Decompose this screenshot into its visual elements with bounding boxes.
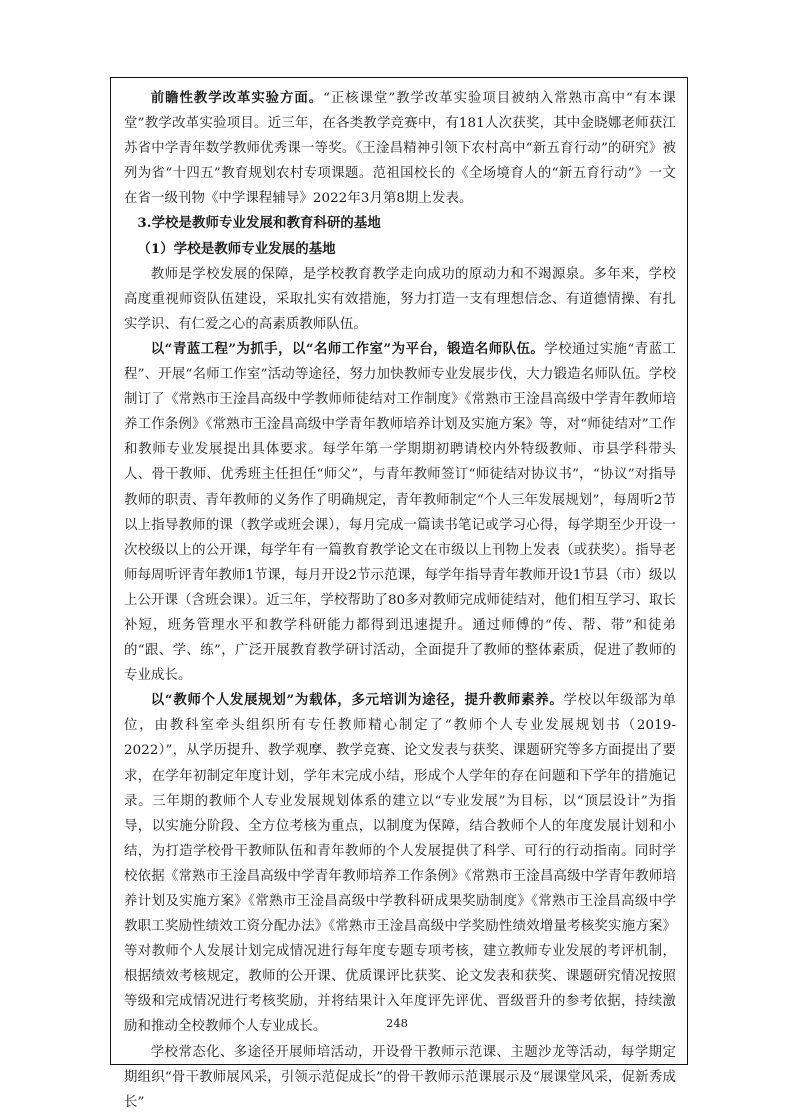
- page-number: 248: [386, 1016, 408, 1030]
- paragraph-reform-experiment: [124, 86, 676, 211]
- paragraph-text: 学校通过实施“青蓝工程”、开展“名师工作室”活动等途径，努力加快教师专业发展步伐，大力锻造名师队伍。学校制订了《常熟市王淦昌高级中学教师师徒结对工作制度》《常熟市王淦昌高级中学青年教师培养工作条例》《常熟市王淦昌高级中学青年教师培养计划及实施方案》等，对“师徒结对”工作和教师专业发展提出具体要求。每学年第一学期期初聘请校内外特级教师、市县学科带头人、骨干教师、优秀班主任担任“师父”，与青年教师签订“师徒结对协议书”，“协议”对指导教师的职责、青年教师的义务作了明确规定，青年教师制定“个人三年发展规划”，每周听2节以上指导教师的课（教学或班会课），每月完成一篇读书笔记或学习心得，每学期至少开设一次校级以上的公开课，每学年有一篇教育教学论文在市级以上刊物上发表（或获奖）。指导老师每周听评青年教师1节课，每月开设2节示范课，每学年指导青年教师开设1节县（市）级以上公开课（含班会课）。近三年，学校帮助了80多对教师完成师徒结对，他们相互学习、取长补短，班务管理水平和教学科研能力都得到迅速提升。通过师傅的“传、帮、带”和徒弟的“跟、学、练”，广泛开展教育教学研讨活动，全面提升了教师的整体素质，促进了教师的专业成长。: [124, 341, 676, 684]
- paragraph-text: 学校以年级部为单位，由教科室牵头组织所有专任教师精心制定了“教师个人专业发展规划书（2019-2022）”，从学历提升、教学观摩、教学竞赛、论文发表与获奖、课题研究等多方面提出了要求，在学年初制定年度计划，学年末完成小结，形成个人学年的存在问题和下学年的措施记录。三年期的教师个人专业发展规划体系的建立以“专业发展”为目标，以“顶层设计”为指导，以实施分阶段、全方位考核为重点，以制度为保障，结合教师个人的年度发展计划和小结，为打造学校骨干教师队伍和青年教师的个人发展提供了科学、可行的行动指南。同时学校依据《常熟市王淦昌高级中学青年教师培养工作条例》《常熟市王淦昌高级中学青年教师培养计划及实施方案》《常熟市王淦昌高级中学教科研成果奖励制度》《常熟市王淦昌高级中学教职工奖励性绩效工资分配办法》《常熟市王淦昌高级中学奖励性绩效增量考核奖实施方案》等对教师个人发展计划完成情况进行每年度专题专项考核，建立教师专业发展的考评机制，根据绩效考核规定，教师的公开课、优质课评比获奖、论文发表和获奖、课题研究情况按照等级和完成情况进行考核奖励，并将结果计入年度评先评优、晋级晋升的参考依据，持续激励和推动全校教师个人专业成长。: [124, 693, 676, 1035]
- subsection-heading-1: （1）学校是教师专业发展的基地: [137, 240, 336, 257]
- paragraph-text: 学校常态化、多途径开展师培活动，开设骨干教师示范课、主题沙龙等活动，每学期定期组织“骨干教师展风采，引领示范促成长”的骨干教师示范课展示及“展课堂风采，促新秀成长”: [124, 1044, 676, 1110]
- paragraph-training-activities: [124, 1040, 676, 1115]
- section-heading-3: 3.学校是教师专业发展和教育科研的基地: [137, 215, 381, 232]
- document-body: [124, 86, 676, 1115]
- paragraph-qinglan-project: [124, 337, 676, 688]
- paragraph-lead: 以“青蓝工程”为抓手，以“名师工作室”为平台，锻造名师队伍。: [150, 340, 545, 357]
- paragraph-personal-plan: [124, 688, 676, 1039]
- paragraph-lead: 前瞻性教学改革实验方面。: [150, 90, 324, 106]
- paragraph-lead: 以“教师个人发展规划”为载体，多元培训为途径，提升教师素养。: [150, 692, 564, 709]
- paragraph-text: “正核课堂”教学改革实验项目被纳入常熟市高中“有本课堂”教学改革实验项目。近三年，在各类教学竞赛中，有181人次获奖，其中金晓娜老师获江苏省中学青年数学教师优秀课一等奖。《王淦昌精神引领下农村高中“新五育行动”的研究》被列为省“十四五”教育规划农村专项课题。范祖国校长的《全场境育人的“新五育行动”》一文在省一级刊物《中学课程辅导》2022年3月第8期上发表。: [124, 91, 676, 207]
- paragraph-text: 教师是学校发展的保障，是学校教育教学走向成功的原动力和不竭源泉。多年来，学校高度重视师资队伍建设，采取扎实有效措施，努力打造一支有理想信念、有道德情操、有扎实学识、有仁爱之心的高素质教师队伍。: [124, 266, 676, 332]
- paragraph-teacher-team: [124, 262, 676, 337]
